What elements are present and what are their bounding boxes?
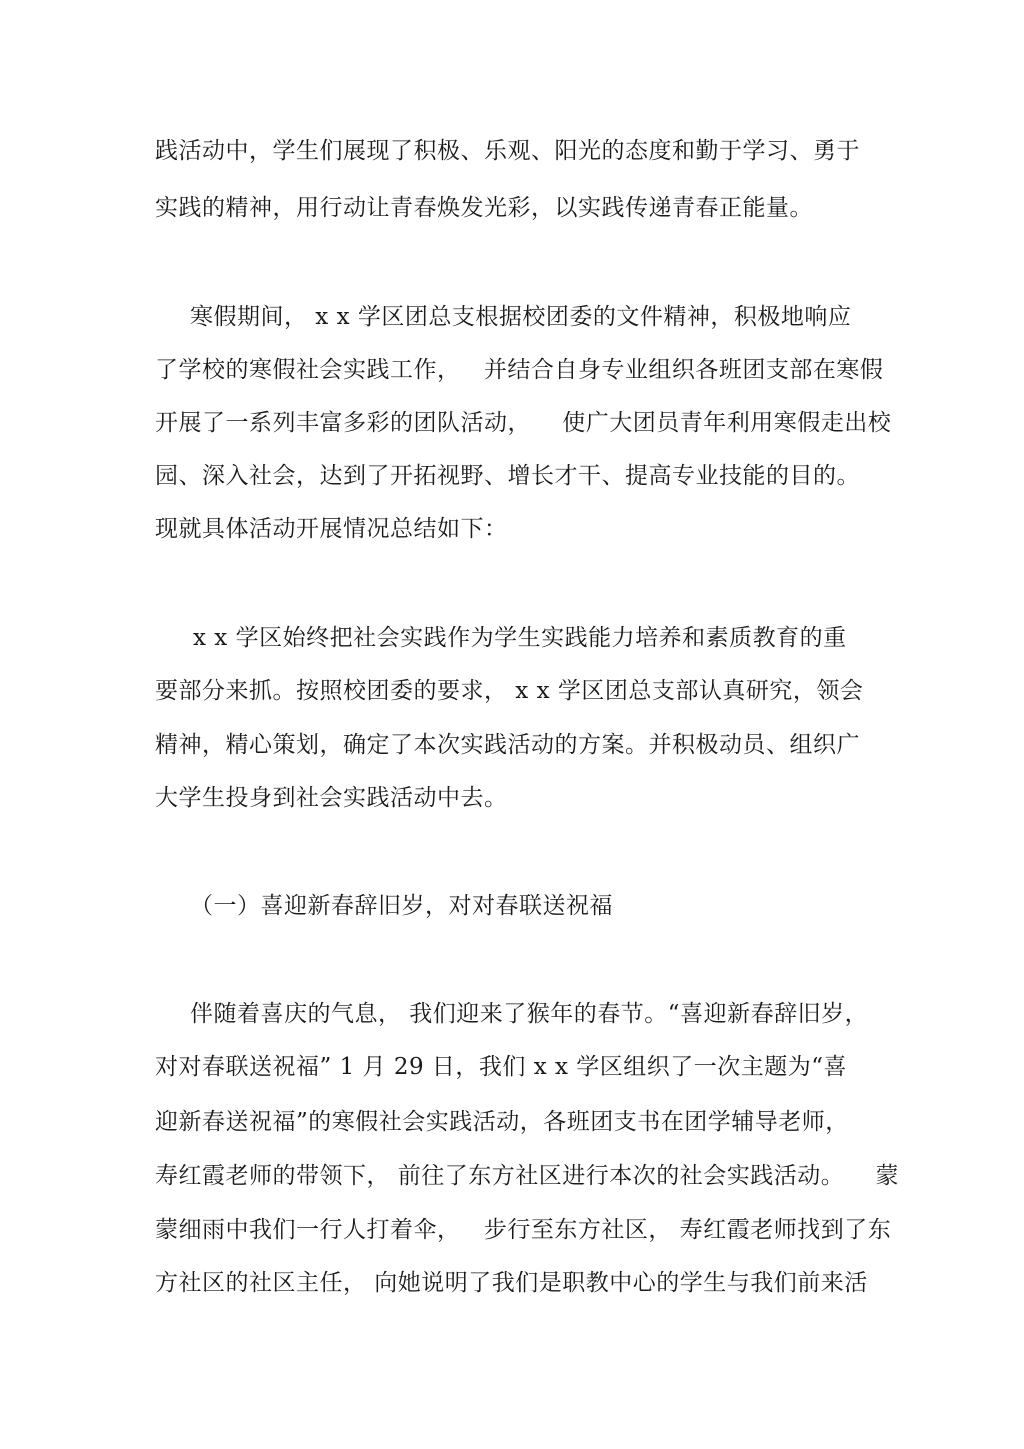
paragraph-line: 寿红霞老师的带领下， 前往了东方社区进行本次的社会实践活动。 蒙	[155, 1163, 900, 1189]
paragraph-line: 伴随着喜庆的气息， 我们迎来了猴年的春节。“喜迎新春辞旧岁，	[190, 1001, 869, 1027]
paragraph-line: 了学校的寒假社会实践工作， 并结合自身专业组织各班团支部在寒假	[155, 357, 884, 383]
paragraph-line: 园、深入社会，达到了开拓视野、增长才干、提高专业技能的目的。	[155, 463, 860, 489]
paragraph-line: 寒假期间， x x 学区团总支根据校团委的文件精神，积极地响应	[190, 304, 852, 330]
paragraph-line: 对对春联送祝福” 1 月 29 日，我们 x x 学区组织了一次主题为“喜	[155, 1054, 848, 1080]
paragraph-line: 迎新春送祝福”的寒假社会实践活动，各班团支书在团学辅导老师，	[155, 1109, 849, 1135]
paragraph-line: 践活动中，学生们展现了积极、乐观、阳光的态度和勤于学习、勇于	[155, 138, 860, 164]
paragraph-line: 蒙细雨中我们一行人打着伞， 步行至东方社区， 寿红霞老师找到了东	[155, 1217, 892, 1243]
paragraph-line: 大学生投身到社会实践活动中去。	[155, 785, 508, 811]
paragraph-line: 要部分来抓。按照校团委的要求， x x 学区团总支部认真研究，领会	[155, 678, 864, 704]
paragraph-line: 方社区的社区主任， 向她说明了我们是职教中心的学生与我们前来活	[155, 1270, 868, 1296]
section-heading: （一）喜迎新春辞旧岁，对对春联送祝福	[190, 893, 613, 919]
paragraph-line: 现就具体活动开展情况总结如下：	[155, 516, 508, 542]
paragraph-line: 精神，精心策划，确定了本次实践活动的方案。并积极动员、组织广	[155, 732, 860, 758]
paragraph-line: x x 学区始终把社会实践作为学生实践能力培养和素质教育的重	[193, 625, 847, 651]
paragraph-line: 实践的精神，用行动让青春焕发光彩，以实践传递青春正能量。	[155, 195, 813, 221]
paragraph-line: 开展了一系列丰富多彩的团队活动， 使广大团员青年利用寒假走出校	[155, 410, 892, 436]
